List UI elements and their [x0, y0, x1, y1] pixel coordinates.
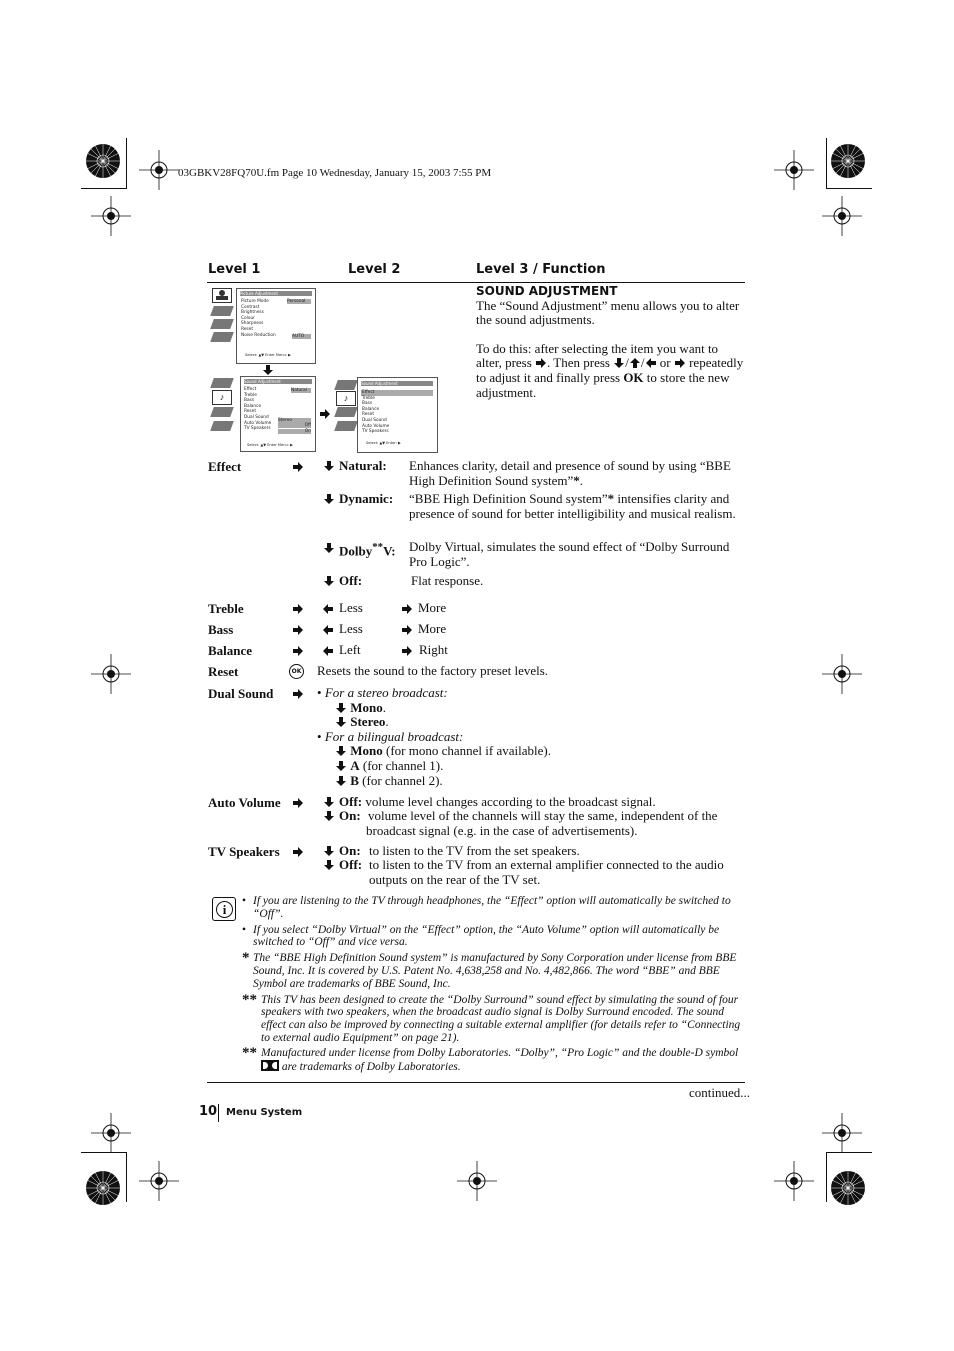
down-arrow-icon: [323, 542, 335, 554]
down-arrow-icon: [323, 575, 335, 587]
page-number: 10: [199, 1104, 218, 1119]
right-arrow-icon: [292, 461, 304, 473]
section-name: Menu System: [226, 1107, 303, 1118]
intro-block: [476, 284, 746, 400]
intro-p2: To do this: after selecting the item you want to alter, press . Then press / / or repeatedly to adjust it and finally press OK to store the new adjustment.: [476, 340, 744, 400]
bottom-rule: [207, 1082, 745, 1083]
speakers-off-label: Off:: [339, 857, 363, 872]
starburst-mark: [830, 143, 866, 179]
right-arrow-icon: [674, 357, 686, 369]
picture-menu-title: Picture Adjustment: [240, 291, 312, 296]
down-arrow-icon: [323, 845, 335, 857]
intro-p1: The “Sound Adjustment” menu allows you to alter the sound adjustments.: [476, 297, 740, 328]
down-arrow-icon: [613, 357, 625, 369]
dual-sound-label: Dual Sound: [208, 686, 274, 701]
noise-value: AUTO: [292, 334, 311, 339]
right-arrow-icon: [401, 603, 413, 615]
down-arrow-icon: [262, 364, 274, 376]
sound-menu-title: Sound Adjustment: [244, 379, 312, 384]
starburst-mark: [830, 1170, 866, 1206]
notes-block: • If you are listening to the TV through headphones, the “Effect” option will automatically be switched to “Off”. • If you select “Dolby Virtual” on the “Effect” option, the “Auto Volume” option will automatically be switched to “Off” and vice versa. * The “BBE High Definition Sound system” is manufactured by Sony Corporation under license from BBE Sound, Inc. It is covered by U.S. Patent No. 4,638,258 and No. 4,482,866. The word “BBE” and BBE Symbol are trademarks of BBE Sound, Inc. ** This TV has been designed to create the “Dolby Surround” sound effect by simulating the sound of four speakers with two speakers, when the broadcast audio signal is Dolby Surround encoded. The sound effect can also be improved by connecting a suitable external amplifier (for details refer to “Connecting to external audio Equipment” on page 21). ** Manufactured under license from Dolby Laboratories. “Dolby”, “Pro Logic” and the double-D symbol are trademarks of Dolby Laboratories.: [242, 895, 741, 1073]
ok-button-icon: OK: [289, 664, 304, 679]
continued-text: continued...: [689, 1085, 751, 1100]
registration-mark: [139, 1161, 179, 1201]
note-dolby-license: Manufactured under license from Dolby Laboratories. “Dolby”, “Pro Logic” and the double-D symbol are trademarks of Dolby Laboratories.: [261, 1046, 739, 1073]
right-arrow-icon: [401, 624, 413, 636]
level2-heading: Level 2: [348, 262, 401, 277]
right-arrow-icon: [401, 645, 413, 657]
picture-menu-items: Picture Mode Contrast Brightness Colour Sharpness Reset Noise Reduction: [241, 299, 276, 338]
right-arrow-icon: [292, 645, 304, 657]
speakers-value: On: [278, 429, 311, 434]
effect-label: Effect: [208, 459, 242, 474]
bass-more: More: [418, 621, 447, 636]
dual-value: Stereo: [278, 418, 311, 423]
down-arrow-icon: [323, 810, 335, 822]
auto-volume-off: Off: volume level changes according to the broadcast signal.: [339, 794, 656, 809]
off-text: Flat response.: [411, 573, 484, 588]
bass-label: Bass: [208, 622, 234, 637]
right-arrow-icon: [292, 846, 304, 858]
music-note-icon: ♪: [212, 390, 232, 405]
note-bbe: The “BBE High Definition Sound system” is manufactured by Sony Corporation under license from BBE Sound, Inc. It is covered by U.S. Patent No. 4,638,258 and No. 4,482,866. The word “BBE” and BBE Symbol are trademarks of BBE Sound, Inc.: [253, 952, 737, 990]
auto-volume-label: Auto Volume: [208, 795, 281, 810]
bass-less: Less: [339, 621, 363, 636]
registration-mark: [822, 1113, 862, 1153]
treble-less: Less: [339, 600, 363, 615]
right-arrow-icon: [292, 624, 304, 636]
dolby-text: Dolby Virtual, simulates the sound effect of “Dolby Surround Pro Logic”.: [409, 539, 730, 569]
speakers-on-label: On:: [339, 843, 361, 858]
heading-rule: [207, 282, 745, 283]
dynamic-text: “BBE High Definition Sound system”* intensifies clarity and presence of sound for better intelligibility and musical realism.: [409, 491, 736, 521]
balance-label: Balance: [208, 643, 253, 658]
double-d-logo-icon: [261, 1060, 279, 1071]
left-arrow-icon: [322, 645, 334, 657]
picture-mode-value: Personal: [287, 299, 311, 304]
right-arrow-icon: [292, 603, 304, 615]
starburst-mark: [85, 143, 121, 179]
up-arrow-icon: [629, 357, 641, 369]
sound-menu-footer: Select: ▲▼ Enter Menu: ▶: [247, 443, 293, 447]
note-dolby-virtual: If you select “Dolby Virtual” on the “Effect” option, the “Auto Volume” option will automatically be switched to “Off” and vice versa.: [253, 923, 720, 949]
sound-submenu-title: Sound Adjustment: [361, 381, 433, 386]
left-arrow-icon: [322, 603, 334, 615]
registration-mark: [91, 1113, 131, 1153]
down-arrow-icon: [335, 702, 347, 714]
reset-label: Reset: [208, 664, 239, 679]
registration-mark: [774, 150, 814, 190]
off-label: Off:: [339, 573, 363, 588]
music-note-icon: ♪: [336, 391, 356, 406]
right-arrow-icon: [319, 408, 331, 420]
reset-text: Resets the sound to the factory preset levels.: [317, 663, 549, 678]
down-arrow-icon: [323, 796, 335, 808]
sound-submenu-items: Effect Treble Bass Balance Reset Dual Sound Auto Volume TV Speakers: [362, 390, 390, 435]
left-arrow-icon: [322, 624, 334, 636]
effect-value: Natural: [291, 388, 311, 393]
registration-mark: [457, 1161, 497, 1201]
right-arrow-icon: [535, 357, 547, 369]
balance-right: Right: [419, 642, 448, 657]
dynamic-label: Dynamic:: [339, 491, 394, 506]
footer-divider: [218, 1104, 219, 1122]
natural-label: Natural:: [339, 458, 387, 473]
registration-mark: [774, 1161, 814, 1201]
auto-volume-on-text: volume level of the channels will stay the same, independent of the broadcast signal (e.g. in the case of advertisements).: [366, 808, 718, 838]
note-headphones: If you are listening to the TV through headphones, the “Effect” option will automatically be switched to “Off”.: [253, 895, 731, 920]
starburst-mark: [85, 1170, 121, 1206]
level3-heading: Level 3 / Function: [476, 262, 606, 277]
picture-menu-footer: Select: ▲▼ Enter Menu: ▶: [245, 353, 291, 357]
level1-heading: Level 1: [208, 262, 261, 277]
picture-icon: [212, 288, 232, 303]
down-arrow-icon: [323, 460, 335, 472]
registration-mark: [822, 654, 862, 694]
down-arrow-icon: [335, 775, 347, 787]
registration-mark: [139, 150, 179, 190]
treble-more: More: [418, 600, 447, 615]
sound-menu-items: Effect Treble Bass Balance Reset Dual Sound Auto Volume TV Speakers: [244, 387, 272, 432]
down-arrow-icon: [335, 745, 347, 757]
auto-value: Off: [278, 423, 311, 428]
note-dolby-surround: This TV has been designed to create the “Dolby Surround” sound effect by simulating the sound of four speakers with two speakers, when the broadcast audio signal is Dolby Surround encoded. The sound effect can also be improved by connecting a suitable external amplifier (for details refer to “Connecting to external audio Equipment” on page 21).: [261, 993, 741, 1044]
tv-speakers-label: TV Speakers: [208, 844, 280, 859]
down-arrow-icon: [323, 493, 335, 505]
registration-mark: [822, 196, 862, 236]
down-arrow-icon: [335, 716, 347, 728]
print-header: 03GBKV28FQ70U.fm Page 10 Wednesday, January 15, 2003 7:55 PM: [178, 167, 492, 179]
left-arrow-icon: [645, 357, 657, 369]
speakers-on-text: to listen to the TV from the set speakers.: [369, 843, 580, 858]
natural-text: Enhances clarity, detail and presence of sound by using “BBE High Definition Sound system”*.: [409, 458, 731, 488]
registration-mark: [91, 196, 131, 236]
balance-left: Left: [339, 642, 361, 657]
auto-volume-on-label: On:: [339, 808, 361, 823]
info-icon: i: [212, 897, 236, 921]
intro-heading: SOUND ADJUSTMENT: [476, 284, 618, 298]
sound-submenu-footer: Select: ▲▼ Enter: ▶: [366, 441, 401, 445]
registration-mark: [91, 654, 131, 694]
treble-label: Treble: [208, 601, 244, 616]
dual-sound-options: • For a stereo broadcast: Mono. Stereo. • For a bilingual broadcast: Mono (for mono channel if available). A (for channel 1). B (for channel 2).: [317, 685, 551, 788]
right-arrow-icon: [292, 688, 304, 700]
right-arrow-icon: [292, 797, 304, 809]
speakers-off-text: to listen to the TV from an external amplifier connected to the audio outputs on the rear of the TV set.: [369, 857, 724, 887]
dolby-label: Dolby**V:: [339, 541, 396, 559]
down-arrow-icon: [335, 760, 347, 772]
down-arrow-icon: [323, 859, 335, 871]
